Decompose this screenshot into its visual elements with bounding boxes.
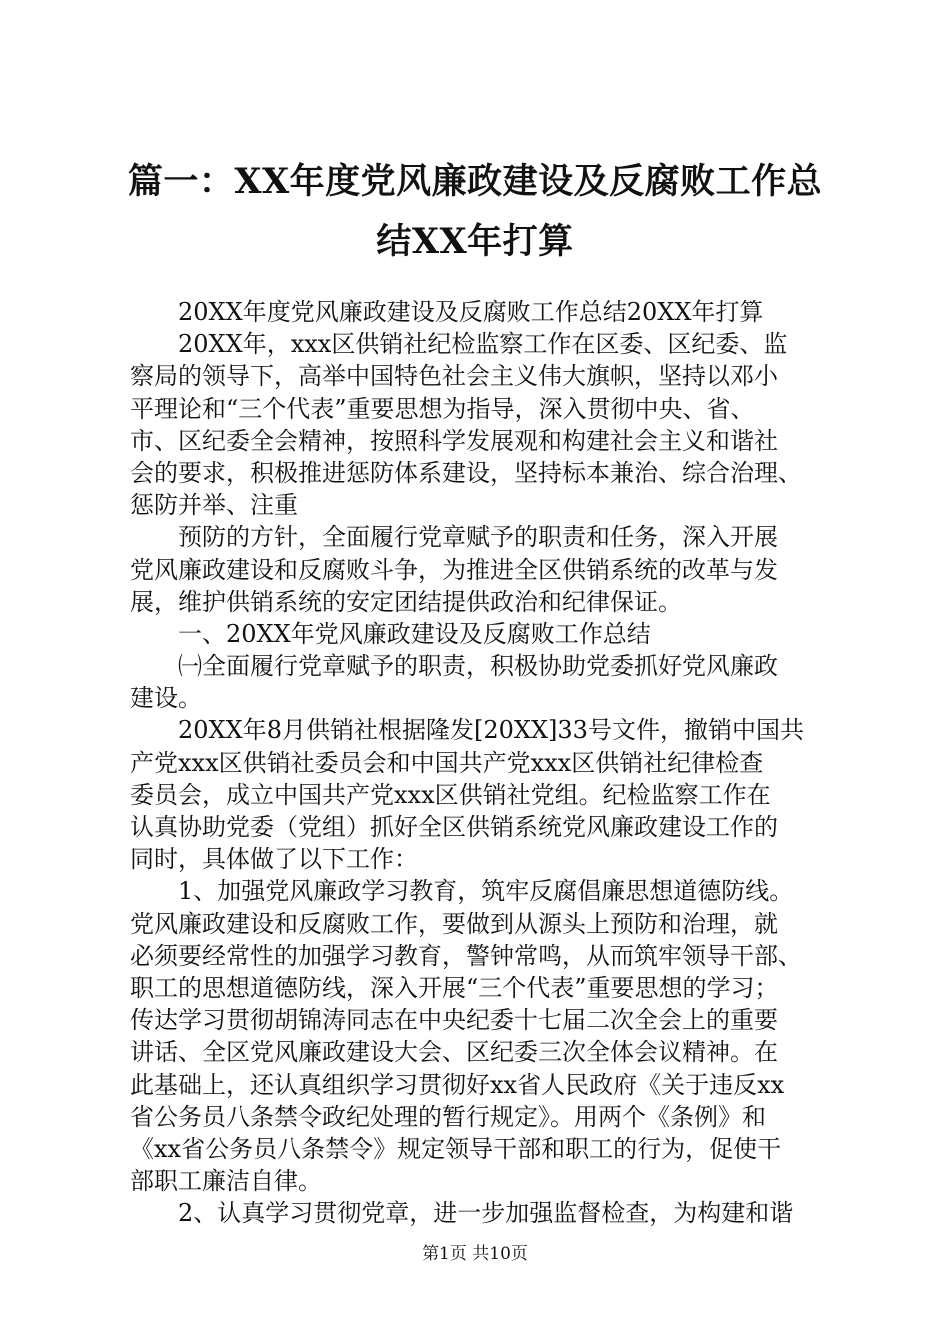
body-line: 省公务员八条禁令政纪处理的暂行规定》。用两个《条例》和 (130, 1102, 766, 1131)
body-line: 此基础上，还认真组织学习贯彻好xx省人民政府《关于违反xx (130, 1070, 785, 1099)
body-line: 平理论和“三个代表”重要思想为指导，深入贯彻中央、省、 (130, 394, 755, 423)
body-line: 市、区纪委全会精神，按照科学发展观和构建社会主义和谐社 (130, 426, 778, 455)
body-line: 职工的思想道德防线，深入开展“三个代表”重要思想的学习； (130, 973, 779, 1002)
body-line: 展，维护供销系统的安定团结提供政治和纪律保证。 (130, 587, 682, 616)
body-line: 预防的方针，全面履行党章赋予的职责和任务，深入开展 (178, 523, 778, 552)
document-body (130, 296, 850, 1229)
body-line: 20XX年度党风廉政建设及反腐败工作总结20XX年打算 (178, 298, 764, 326)
body-line: 委员会，成立中国共产党xxx区供销社党组。纪检监察工作在 (130, 780, 771, 809)
body-line: 必须要经常性的加强学习教育，警钟常鸣，从而筑牢领导干部、 (130, 941, 802, 970)
body-line: 察局的领导下，高举中国特色社会主义伟大旗帜，坚持以邓小 (130, 362, 778, 391)
body-line: 1、加强党风廉政学习教育，筑牢反腐倡廉思想道德防线。 (178, 877, 794, 906)
body-line: 认真协助党委（党组）抓好全区供销系统党风廉政建设工作的 (130, 813, 778, 841)
body-line: 20XX年，xxx区供销社纪检监察工作在区委、区纪委、监 (178, 330, 788, 359)
body-line: 党风廉政建设和反腐败斗争，为推进全区供销系统的改革与发 (130, 555, 778, 584)
body-line: 部职工廉洁自律。 (130, 1167, 322, 1196)
body-line: 会的要求，积极推进惩防体系建设，坚持标本兼治、综合治理、 (130, 458, 802, 487)
body-line: 20XX年8月供销社根据隆发[20XX]33号文件，撤销中国共 (178, 716, 804, 745)
body-line: 讲话、全区党风廉政建设大会、区纪委三次全体会议精神。在 (130, 1038, 778, 1067)
body-line: 建设。 (130, 684, 202, 713)
body-line: ㈠全面履行党章赋予的职责，积极协助党委抓好党风廉政 (178, 652, 778, 681)
body-line: 《xx省公务员八条禁令》规定领导干部和职工的行为，促使干 (130, 1134, 782, 1163)
document-title-line-1: 篇一：XX年度党风廉政建设及反腐败工作总 (127, 161, 823, 202)
body-line: 一、20XX年党风廉政建设及反腐败工作总结 (178, 619, 651, 648)
page-footer: 第1页 共10页 (422, 1244, 528, 1264)
body-line: 同时，具体做了以下工作： (130, 845, 418, 874)
body-line: 产党xxx区供销社委员会和中国共产党xxx区供销社纪律检查 (130, 748, 764, 777)
body-line: 传达学习贯彻胡锦涛同志在中央纪委十七届二次全会上的重要 (130, 1006, 778, 1035)
document-title-line-2: 结XX年打算 (376, 221, 574, 262)
body-line: 党风廉政建设和反腐败工作，要做到从源头上预防和治理，就 (130, 909, 778, 938)
body-line: 2、认真学习贯彻党章，进一步加强监督检查，为构建和谐 (178, 1199, 794, 1228)
body-line: 惩防并举、注重 (130, 491, 298, 520)
